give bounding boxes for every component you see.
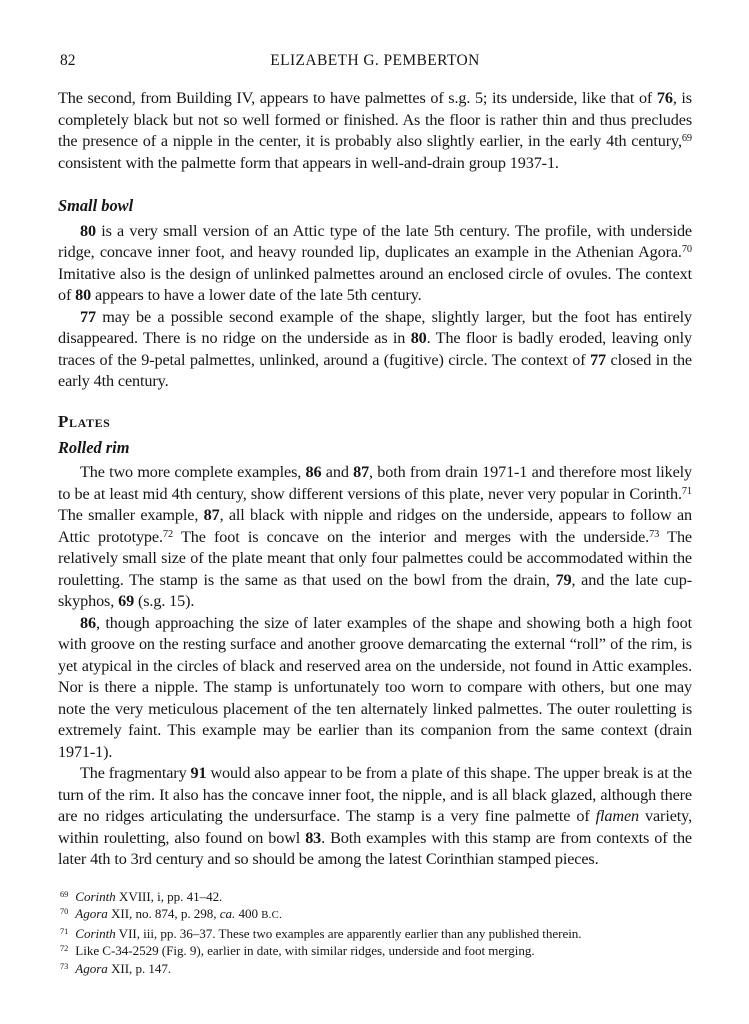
text-run: The smaller example, [58, 506, 204, 524]
text-run: 400 [235, 906, 262, 921]
text-run: Agora [75, 960, 108, 976]
running-head: ELIZABETH G. PEMBERTON [270, 52, 480, 69]
text-run: 87 [353, 463, 370, 481]
text-run: The two more complete examples, [80, 463, 306, 481]
text-run: (s.g. 15). [134, 592, 195, 610]
text-run: B.C. [261, 909, 283, 921]
text-run: flamen [595, 807, 639, 825]
section-heading-small-bowl: Small bowl [58, 196, 134, 215]
page-number: 82 [60, 52, 76, 69]
text-run: Agora [75, 906, 108, 921]
text-run: The relatively small size of the plate meant that only four palmettes could be accommodated within the rouletting. The stamp is the same as that used on the bowl from the drain, [58, 527, 692, 589]
section-heading-plates: Plates [58, 411, 111, 431]
text-run: ca. [219, 906, 236, 921]
paragraph-rolled-intro [58, 462, 692, 613]
text-run: closed in the early 4th century. [58, 350, 692, 390]
text-run: 86 [305, 463, 322, 481]
text-run: 72 [162, 528, 174, 540]
text-run: 77 [80, 307, 96, 326]
text-run: 70 [681, 244, 692, 256]
text-run: , is completely black but not so well formed or finished. As the floor is rather thin and thus precludes the presence of a nipple in the center, it is probably also slightly earlier, in the early 4th century, [58, 89, 692, 150]
footnote-text [75, 906, 282, 921]
text-run: consistent with the palmette form that appears in well-and-drain group 1937-1. [58, 153, 559, 172]
text-run: variety, within rouletting, also found on bowl [58, 807, 692, 847]
text-run: Corinth [75, 925, 116, 941]
paragraph-bowl-77 [58, 307, 692, 393]
paragraph-bowl-80 [58, 221, 692, 307]
paragraph-continuation [58, 88, 692, 174]
text-run: , all black with nipple and ridges on the underside, appears to follow an Attic prototype. [58, 506, 692, 546]
text-run: Imitative also is the design of unlinked palmettes around an enclosed circle of ovules. The context of [58, 264, 692, 304]
text-run: 79 [555, 570, 572, 589]
text-run: . Both examples with this stamp are from contexts of the later 4th to 3rd century and so should be among the latest Corinthian stamped pieces. [58, 828, 692, 868]
text-run: 77 [590, 350, 607, 369]
text-run: 91 [190, 764, 207, 782]
text-run: 80 [75, 286, 92, 304]
text-run: 76 [656, 89, 673, 107]
footnote-list [58, 888, 692, 978]
footnote: 72 Like C-34-2529 (Fig. 9), earlier in date, with similar ridges, underside and foot merging. [60, 943, 535, 958]
footnote: 69 Corinth XVIII, i, pp. 41–42. [60, 888, 223, 904]
footnote: 70 Agora XII, no. 874, p. 298, ca. 400 B.C. [60, 906, 283, 921]
paragraph-rolled-86 [58, 613, 692, 764]
text-run: is a very small version of an Attic type of the late 5th century. The profile, with underside ridge, concave inner foot, and heavy rounded lip, duplicates an example in the Athenian Agora. [58, 221, 692, 261]
text-run: The second, from Building IV, appears to have palmettes of s.g. 5; its underside, like that of [58, 89, 657, 107]
text-run: Like C-34-2529 (Fig. 9), earlier in date, with similar ridges, underside and foot merging. [75, 943, 535, 958]
text-run: 86 [80, 613, 96, 632]
text-run: appears to have a lower date of the late 5th century. [91, 286, 422, 304]
text-run: XVIII, i, pp. 41–42. [115, 888, 223, 904]
text-run: XII, no. 874, p. 298, [107, 906, 220, 921]
text-run: VII, iii, pp. 36–37. These two examples are apparently earlier than any published therein. [115, 925, 582, 941]
footnote: 71 Corinth VII, iii, pp. 36–37. These two examples are apparently earlier than any published therein. [60, 925, 582, 941]
text-run: . The floor is badly eroded, leaving only traces of the 9-petal palmettes, unlinked, around a (fugitive) circle. The context of [58, 329, 692, 369]
text-run: , both from drain 1971-1 and therefore most likely to be at least mid 4th century, show different versions of this plate, never very popular in Corinth. [58, 463, 692, 503]
text-run: 80 [80, 221, 96, 240]
text-run: 80 [410, 329, 427, 347]
text-run: The foot is concave on the interior and merges with the underside. [173, 527, 650, 546]
page-header [58, 52, 692, 72]
text-run: 69 [681, 133, 692, 145]
footnote-text [75, 926, 581, 941]
footnote-text [75, 943, 534, 958]
text-run: , and the late cup-skyphos, [58, 570, 692, 610]
text-run: 73 [649, 528, 660, 540]
text-run: , though approaching the size of later examples of the shape and showing both a high foot with groove on the resting surface and another groove demarcating the external “roll” of the rim, is yet atypical in the circles of black and reserved area on the underside, not found in Attic examples. Nor is there a nipple. The stamp is unfortunately too worn to compare with others, but one may note the very meticulous placement of the ten alternately linked palmettes. The outer rouletting is extremely faint. This example may be earlier than its companion from the same context (drain 1971-1). [58, 613, 692, 761]
text-run: may be a possible second example of the shape, slightly larger, but the foot has entirely disappeared. There is no ridge on the underside as in [58, 307, 692, 347]
text-run: 71 [681, 485, 692, 497]
footnote-text [75, 961, 171, 976]
section-heading-rolled-rim: Rolled rim [58, 437, 130, 457]
text-run: 69 [118, 592, 135, 610]
text-run: Corinth [75, 888, 116, 904]
text-run: and [321, 463, 354, 481]
text-run: The fragmentary [80, 764, 191, 782]
footnote: 73 Agora XII, p. 147. [60, 960, 172, 976]
page-content [58, 52, 692, 977]
paragraph-rolled-91 [58, 763, 692, 871]
text-run: 87 [203, 506, 220, 524]
text-run: 83 [305, 828, 322, 847]
text-run: XII, p. 147. [107, 960, 172, 976]
text-run: would also appear to be from a plate of this shape. The upper break is at the turn of the rim. It also has the concave inner foot, the nipple, and is all black glazed, although there are no ridges articulating the undersurface. The stamp is a very fine palmette of [58, 764, 692, 825]
footnote-text [75, 889, 222, 904]
